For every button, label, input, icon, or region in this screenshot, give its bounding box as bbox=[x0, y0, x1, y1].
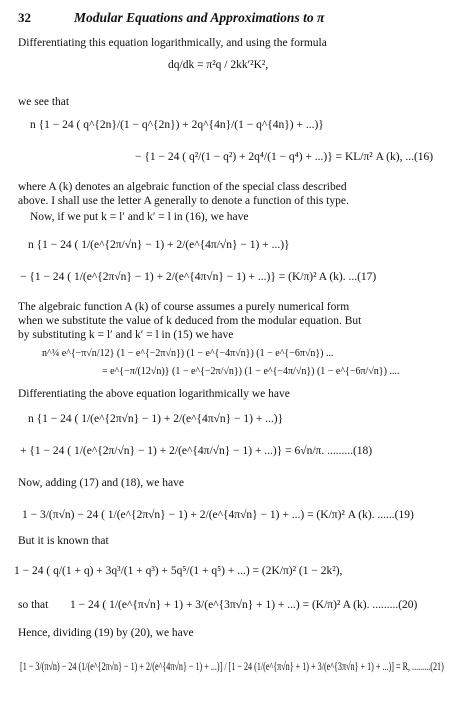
text-line-7: when we substitute the value of k deduced from the modular equation. But bbox=[18, 315, 362, 327]
text-line-2: we see that bbox=[18, 96, 70, 108]
equation-k-identity: 1 − 24 ( q/(1 + q) + 3q³/(1 + q³) + 5q⁵/(1 + q⁵) + ...) = (2K/π)² (1 − 2k²), bbox=[14, 565, 343, 577]
equation-18-part-1: n {1 − 24 ( 1/(e^{2π√n} − 1) + 2/(e^{4π√n} − 1) + ...)} bbox=[28, 413, 284, 425]
running-title: Modular Equations and Approximations to π bbox=[74, 10, 325, 25]
text-line-8: by substituting k = l′ and k′ = l in (15) we have bbox=[18, 329, 234, 341]
equation-dq-dk: dq/dk = π²q / 2kk′²K², bbox=[168, 59, 269, 71]
equation-16-part-2: − {1 − 24 ( q²/(1 − q²) + 2q⁴/(1 − q⁴) + ...)} = KL/π² A (k), ...(16) bbox=[135, 151, 434, 163]
text-line-9: Differentiating the above equation logarithmically we have bbox=[18, 388, 290, 400]
text-line-11: But it is known that bbox=[18, 535, 109, 547]
text-line-6: The algebraic function A (k) of course assumes a purely numerical form bbox=[18, 301, 350, 313]
equation-16-part-1: n {1 − 24 ( q^{2n}/(1 − q^{2n}) + 2q^{4n}/(1 − q^{4n}) + ...)} bbox=[30, 119, 324, 131]
equation-17-part-2: − {1 − 24 ( 1/(e^{2π√n} − 1) + 2/(e^{4π√n} − 1) + ...)} = (K/π)² A (k). ...(17) bbox=[20, 271, 377, 283]
text-line-13: Hence, dividing (19) by (20), we have bbox=[18, 627, 194, 639]
text-line-4: above. I shall use the letter A generally to denote a function of this type. bbox=[18, 195, 349, 207]
equation-18-part-2: + {1 − 24 ( 1/(e^{2π/√n} − 1) + 2/(e^{4π/√n} − 1) + ...)} = 6√n/π. .........(18) bbox=[20, 445, 373, 457]
equation-15-part-1: n^¼ e^{−π√n/12} (1 − e^{−2π√n}) (1 − e^{−4π√n}) (1 − e^{−6π√n}) ... bbox=[42, 348, 334, 359]
equation-17-part-1: n {1 − 24 ( 1/(e^{2π/√n} − 1) + 2/(e^{4π/√n} − 1) + ...)} bbox=[28, 239, 290, 251]
text-line-3: where A (k) denotes an algebraic function of the special class described bbox=[18, 181, 347, 193]
page-number: 32 bbox=[18, 10, 31, 25]
equation-15-part-2: = e^{−π/(12√n)} (1 − e^{−2π/√n}) (1 − e^{−4π/√n}) (1 − e^{−6π/√n}) .... bbox=[102, 366, 400, 377]
text-line-12: so that bbox=[18, 599, 49, 611]
text-line-10: Now, adding (17) and (18), we have bbox=[18, 477, 184, 489]
equation-19: 1 − 3/(π√n) − 24 ( 1/(e^{2π√n} − 1) + 2/(e^{4π√n} − 1) + ...) = (K/π)² A (k). ......(19) bbox=[22, 509, 414, 521]
text-line-1: Differentiating this equation logarithmically, and using the formula bbox=[18, 37, 327, 49]
equation-20: 1 − 24 ( 1/(e^{π√n} + 1) + 3/(e^{3π√n} + 1) + ...) = (K/π)² A (k). .........(20) bbox=[70, 599, 418, 611]
equation-21: [1 − 3/(π√n) − 24 (1/(e^{2π√n} − 1) + 2/(e^{4π√n} − 1) + ...)] / [1 − 24 (1/(e^{π√n} + 1) + 3/(e^{3π√n} + 1) + ...)] = R, .........(21) bbox=[20, 661, 444, 673]
text-line-5: Now, if we put k = l′ and k′ = l in (16), we have bbox=[30, 211, 249, 223]
